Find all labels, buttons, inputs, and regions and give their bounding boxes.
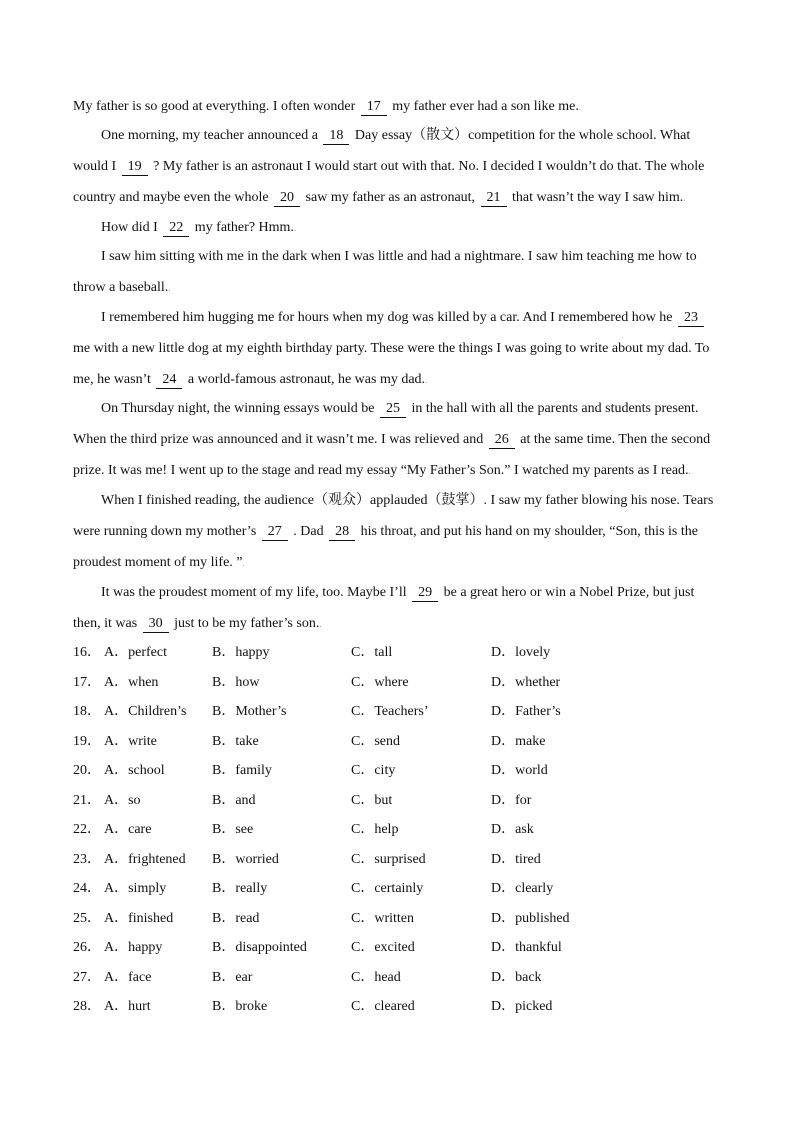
paragraph-7: When I finished reading, the audience（观众）applauded（鼓掌）. I saw my father blowing his nose. Tears were running down my mother’s 27 . Dad 28 his throat, and put his hand on my shoulder, “Son, this is the proudest moment of my life. ”. (73, 493, 714, 570)
option-b[interactable]: B．see (212, 822, 254, 837)
option-b[interactable]: B．really (212, 881, 268, 896)
question-number: 27． (73, 969, 101, 985)
option-c[interactable]: C．help (351, 822, 399, 837)
text: in the hall with all the parents and students present. (411, 401, 699, 416)
question-row (73, 997, 733, 1027)
blank-17: 17 (361, 99, 387, 116)
paragraph-1: My father is so good at everything. I often wonder 17 my father ever had a son like me.. (73, 99, 582, 114)
text: Day essay（散文）competition for the whole school. What (354, 128, 691, 143)
text: On Thursday night, the winning essays would be (101, 401, 375, 416)
question-number: 23． (73, 851, 101, 867)
text: were running down my mother’s (73, 524, 257, 539)
question-number: 22． (73, 822, 101, 837)
question-row (73, 732, 733, 762)
question-row (73, 761, 733, 791)
question-row (73, 850, 733, 880)
text: would I (73, 159, 117, 174)
option-d[interactable]: D．make (491, 733, 546, 749)
question-row (73, 968, 733, 998)
text: be a great hero or win a Nobel Prize, but just (443, 585, 695, 600)
question-row (73, 909, 733, 939)
option-a[interactable]: A．simply (104, 881, 167, 896)
question-number: 17． (73, 674, 101, 690)
question-row (73, 643, 733, 673)
text: When the third prize was announced and it wasn’t me. I was relieved and (73, 432, 484, 447)
question-row (73, 879, 733, 909)
option-c[interactable]: C．certainly (351, 881, 424, 896)
option-d[interactable]: D．thankful (491, 940, 562, 955)
question-number: 24． (73, 881, 101, 896)
option-d[interactable]: D．back (491, 969, 542, 985)
blank-19: 19 (122, 159, 148, 176)
option-c[interactable]: C．tall (351, 645, 393, 660)
question-number: 26． (73, 940, 101, 955)
option-d[interactable]: D．for (491, 792, 532, 808)
option-b[interactable]: B．take (212, 733, 259, 749)
question-row (73, 820, 733, 850)
option-c[interactable]: C．surprised (351, 851, 426, 867)
text: How did I (101, 220, 158, 235)
question-row (73, 791, 733, 821)
option-a[interactable]: A．school (104, 763, 165, 778)
text: . Dad (293, 524, 324, 539)
blank-20: 20 (274, 190, 300, 207)
text: It was the proudest moment of my life, too. Maybe I’ll (101, 585, 407, 600)
paragraph-4: I saw him sitting with me in the dark when I was little and had a nightmare. I saw him teaching me how to throw a baseball.. (73, 249, 697, 295)
option-c[interactable]: C．city (351, 763, 396, 778)
text: my father? Hmm. (194, 220, 294, 235)
blank-21: 21 (481, 190, 507, 207)
blank-30: 30 (143, 616, 169, 633)
option-a[interactable]: A．so (104, 792, 141, 808)
option-d[interactable]: D．whether (491, 674, 561, 690)
option-a[interactable]: A．perfect (104, 645, 167, 660)
paragraph-5: I remembered him hugging me for hours when my dog was killed by a car. And I remembered how he 23 me with a new little dog at my eighth birthday party. These were the things I was going to write about my dad. To me, he wasn’t 24 a world-famous astronaut, he was my dad.. (73, 310, 710, 387)
text: my father ever had a son like me. (392, 99, 579, 114)
option-a[interactable]: A．face (104, 969, 152, 985)
question-number: 16． (73, 645, 101, 660)
text: I remembered him hugging me for hours when my dog was killed by a car. And I remembered how he (101, 310, 673, 325)
option-b[interactable]: B．Mother’s (212, 704, 287, 719)
blank-23: 23 (678, 310, 704, 327)
text: When I finished reading, the audience（观众）applauded（鼓掌）. I saw my father blowing his nose. Tears (101, 493, 714, 508)
text: at the same time. Then the second (520, 432, 711, 447)
text: saw my father as an astronaut, (305, 190, 476, 205)
option-b[interactable]: B．and (212, 792, 256, 808)
option-c[interactable]: C．Teachers’ (351, 704, 429, 719)
text: a world-famous astronaut, he was my dad. (187, 372, 426, 387)
paragraph-8: It was the proudest moment of my life, too. Maybe I’ll 29 be a great hero or win a Nobel Prize, but just then, it was 30 just to be my father’s son.. (73, 585, 695, 631)
text: prize. It was me! I went up to the stage and read my essay “My Father’s Son.” I watched my parents as I read. (73, 463, 689, 478)
option-c[interactable]: C．written (351, 910, 414, 926)
text: that wasn’t the way I saw him. (512, 190, 684, 205)
option-c[interactable]: C．where (351, 674, 409, 690)
option-d[interactable]: D．clearly (491, 881, 554, 896)
paragraph-6: On Thursday night, the winning essays would be 25 in the hall with all the parents and students present. When the third prize was announced and it wasn’t me. I was relieved and 26 at the same time. Then the second prize. It was me! I went up to the stage and read my essay “My Father’s Son.” I watched my parents as I read.. (73, 401, 711, 478)
option-c[interactable]: C．send (351, 733, 400, 749)
option-d[interactable]: D．Father’s (491, 704, 561, 719)
option-a[interactable]: A．care (104, 822, 152, 837)
option-a[interactable]: A．Children’s (104, 704, 187, 719)
option-b[interactable]: B．how (212, 674, 260, 690)
blank-24: 24 (156, 372, 182, 389)
question-number: 25． (73, 910, 101, 926)
text: ? My father is an astronaut I would start out with that. No. I decided I wouldn’t do that. The whole (153, 159, 705, 174)
text: My father is so good at everything. I often wonder (73, 99, 356, 114)
option-b[interactable]: B．ear (212, 969, 253, 985)
option-b[interactable]: B．worried (212, 851, 279, 867)
blank-27: 27 (262, 524, 288, 541)
text: country and maybe even the whole (73, 190, 269, 205)
text: throw a baseball. (73, 280, 169, 295)
paragraph-2: One morning, my teacher announced a 18 Day essay（散文）competition for the whole school. What would I 19 ? My father is an astronaut I would start out with that. No. I decided I wouldn’t do that. The whole country and maybe even the whole 20 saw my father as an astronaut, 21 that wasn’t the way I saw him.. (73, 128, 705, 205)
option-c[interactable]: C．head (351, 969, 401, 985)
option-d[interactable]: D．published (491, 910, 570, 926)
text: me with a new little dog at my eighth birthday party. These were the things I was going to write about my dad. To (73, 341, 710, 356)
question-number: 18． (73, 704, 101, 719)
question-row (73, 702, 733, 732)
option-d[interactable]: D．picked (491, 999, 553, 1014)
option-a[interactable]: A．hurt (104, 999, 151, 1014)
blank-26: 26 (489, 432, 515, 449)
text: me, he wasn’t (73, 372, 151, 387)
blank-29: 29 (412, 585, 438, 602)
option-c[interactable]: C．excited (351, 940, 415, 955)
option-d[interactable]: D．ask (491, 822, 534, 837)
option-b[interactable]: B．read (212, 910, 260, 926)
question-number: 28． (73, 999, 101, 1014)
option-a[interactable]: A．happy (104, 940, 163, 955)
blank-22: 22 (163, 220, 189, 237)
text: I saw him sitting with me in the dark when I was little and had a nightmare. I saw him teaching me how to (101, 249, 697, 264)
paragraph-3: How did I 22 my father? Hmm.. (101, 220, 297, 235)
option-d[interactable]: D．tired (491, 851, 541, 867)
text: his throat, and put his hand on my shoulder, “Son, this is the (360, 524, 698, 539)
text: just to be my father’s son. (174, 616, 320, 631)
blank-25: 25 (380, 401, 406, 418)
question-number: 21． (73, 792, 101, 808)
question-row (73, 673, 733, 703)
option-b[interactable]: B．disappointed (212, 940, 307, 955)
option-a[interactable]: A．write (104, 733, 157, 749)
option-c[interactable]: C．but (351, 792, 393, 808)
question-row (73, 938, 733, 968)
option-d[interactable]: D．world (491, 763, 548, 778)
text: proudest moment of my life. ” (73, 555, 243, 570)
option-a[interactable]: A．finished (104, 910, 174, 926)
option-b[interactable]: B．happy (212, 645, 270, 660)
option-b[interactable]: B．broke (212, 999, 268, 1014)
question-number: 20． (73, 763, 101, 778)
blank-18: 18 (323, 128, 349, 145)
option-a[interactable]: A．when (104, 674, 159, 690)
text: One morning, my teacher announced a (101, 128, 318, 143)
option-c[interactable]: C．cleared (351, 999, 415, 1014)
option-b[interactable]: B．family (212, 763, 272, 778)
option-a[interactable]: A．frightened (104, 851, 186, 867)
option-d[interactable]: D．lovely (491, 645, 551, 660)
blank-28: 28 (329, 524, 355, 541)
question-number: 19． (73, 733, 101, 749)
text: then, it was (73, 616, 138, 631)
